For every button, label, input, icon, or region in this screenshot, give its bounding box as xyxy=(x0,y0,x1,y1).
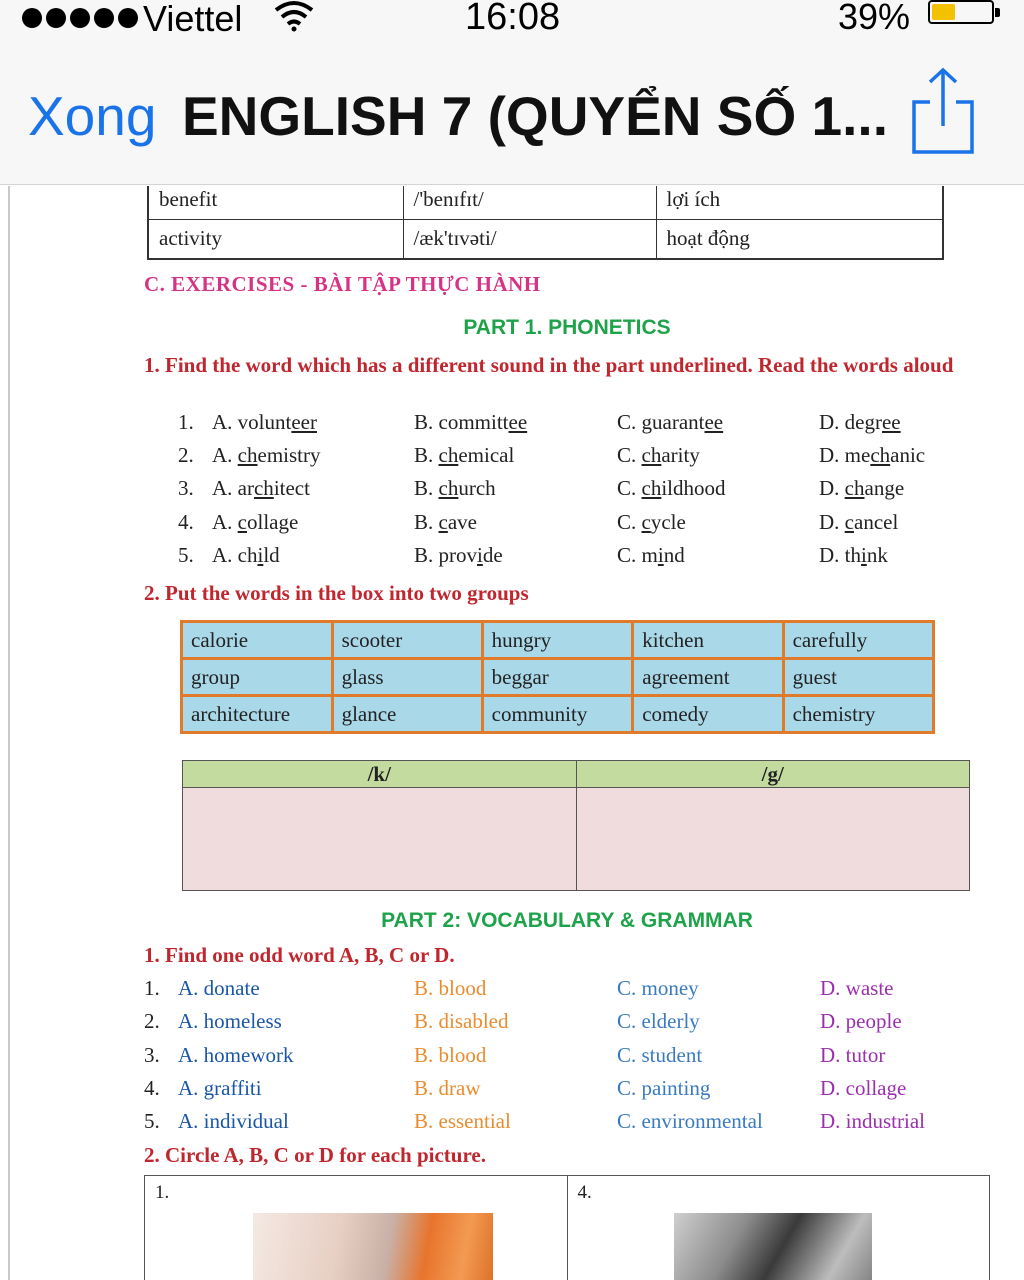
option-text: nk xyxy=(866,543,888,567)
option-d: D. tutor xyxy=(820,1043,886,1067)
underlined-part: eer xyxy=(291,410,317,434)
underlined-part: ch xyxy=(641,443,662,467)
underlined-part: i xyxy=(257,543,264,567)
option-c: C. money xyxy=(617,976,699,1000)
table-row xyxy=(148,219,943,259)
underlined-part: ee xyxy=(508,410,528,434)
option-text: ollage xyxy=(247,510,299,534)
page-edge xyxy=(8,186,10,1280)
underlined-part: ch xyxy=(253,476,274,500)
option-b: B. essential xyxy=(414,1109,511,1133)
underlined-part: ch xyxy=(438,476,459,500)
option-b: B. disabled xyxy=(414,1009,509,1033)
group-k-answer-cell xyxy=(183,788,577,891)
word-cell: architecture xyxy=(182,696,333,733)
battery-icon xyxy=(928,0,994,24)
question-number: 4. xyxy=(144,1076,160,1100)
picture-number: 4. xyxy=(577,1182,592,1203)
question-number: 4. xyxy=(178,510,194,534)
question-number: 1. xyxy=(144,976,160,1000)
picture-question-table xyxy=(144,1175,990,1280)
table-row xyxy=(183,788,970,891)
option-a xyxy=(212,443,321,468)
option-text: A. xyxy=(212,510,238,534)
option-text: ancel xyxy=(854,510,899,534)
navigation-bar xyxy=(0,44,1024,185)
underlined-part: ch xyxy=(870,443,891,467)
option-text: B. xyxy=(414,476,439,500)
underlined-part: c xyxy=(844,510,854,534)
option-text: C. guarant xyxy=(617,410,705,434)
wifi-icon xyxy=(272,0,316,32)
section-c-heading: C. EXERCISES - BÀI TẬP THỰC HÀNH xyxy=(144,272,541,296)
option-c xyxy=(617,543,685,568)
word-cell: hungry xyxy=(482,622,633,659)
option-text: urch xyxy=(458,476,496,500)
option-c: C. painting xyxy=(617,1076,711,1100)
option-d: D. collage xyxy=(820,1076,907,1100)
underlined-part: c xyxy=(641,510,651,534)
option-b xyxy=(414,543,503,568)
option-text: ave xyxy=(447,510,477,534)
option-text: ildhood xyxy=(661,476,726,500)
option-d xyxy=(819,543,888,568)
option-c: C. elderly xyxy=(617,1009,700,1033)
word-cell: chemistry xyxy=(783,696,933,733)
done-button[interactable]: Xong xyxy=(28,85,157,147)
word-cell: guest xyxy=(783,659,933,696)
option-text: emistry xyxy=(257,443,321,467)
option-text: C. xyxy=(617,443,642,467)
option-a: A. individual xyxy=(178,1109,289,1133)
question-number: 3. xyxy=(178,476,194,500)
picture-image xyxy=(253,1213,493,1280)
option-b xyxy=(414,410,527,435)
picture-cell xyxy=(567,1176,990,1280)
option-a: A. homeless xyxy=(178,1009,282,1033)
underlined-part: c xyxy=(438,510,448,534)
word-cell: kitchen xyxy=(633,622,783,659)
underlined-part: i xyxy=(861,543,867,567)
group-header-k: /k/ xyxy=(183,761,577,788)
task-instruction: 1. Find one odd word A, B, C or D. xyxy=(144,943,455,967)
option-a xyxy=(212,476,310,501)
option-text: C. xyxy=(617,510,642,534)
option-text: A. ch xyxy=(212,543,258,567)
option-text: anic xyxy=(890,443,926,467)
option-d xyxy=(819,476,904,501)
option-c: C. student xyxy=(617,1043,703,1067)
option-b: B. blood xyxy=(414,976,487,1000)
underlined-part: ch xyxy=(844,476,865,500)
option-text: ange xyxy=(864,476,905,500)
underlined-part: i xyxy=(477,543,483,567)
option-text: B. xyxy=(414,443,439,467)
underlined-part: ee xyxy=(704,410,724,434)
underlined-part: ch xyxy=(237,443,258,467)
word-cell: scooter xyxy=(332,622,482,659)
vocab-word: activity xyxy=(148,219,403,259)
option-text: C. xyxy=(617,476,642,500)
word-cell: glance xyxy=(332,696,482,733)
option-d xyxy=(819,510,898,535)
underlined-part: ee xyxy=(881,410,901,434)
task-instruction: 2. Circle A, B, C or D for each picture. xyxy=(144,1143,486,1167)
word-cell: agreement xyxy=(633,659,783,696)
option-text: B. prov xyxy=(414,543,477,567)
option-d xyxy=(819,443,925,468)
option-text: ycle xyxy=(650,510,686,534)
picture-image xyxy=(674,1213,872,1280)
question-number: 2. xyxy=(144,1009,160,1033)
option-text: D. th xyxy=(819,543,861,567)
vocab-meaning: hoạt động xyxy=(656,219,943,259)
word-cell: comedy xyxy=(633,696,783,733)
option-text: nd xyxy=(663,543,685,567)
option-text: A. xyxy=(212,443,238,467)
status-bar xyxy=(0,0,1024,44)
word-cell: community xyxy=(482,696,633,733)
option-text: B. xyxy=(414,510,439,534)
table-row xyxy=(145,1176,990,1280)
word-cell: beggar xyxy=(482,659,633,696)
group-header-g: /g/ xyxy=(576,761,970,788)
share-icon[interactable] xyxy=(908,66,978,156)
option-text: emical xyxy=(458,443,515,467)
option-text: D. xyxy=(819,476,845,500)
option-a xyxy=(212,410,317,435)
option-c xyxy=(617,410,723,435)
word-cell: calorie xyxy=(182,622,333,659)
option-text: D. degr xyxy=(819,410,882,434)
task-instruction: 2. Put the words in the box into two groups xyxy=(144,581,529,605)
option-d: D. industrial xyxy=(820,1109,925,1133)
underlined-part: c xyxy=(237,510,247,534)
question-number: 3. xyxy=(144,1043,160,1067)
question-number: 5. xyxy=(144,1109,160,1133)
option-b xyxy=(414,476,496,501)
table-row xyxy=(182,659,934,696)
option-c: C. environmental xyxy=(617,1109,763,1133)
option-a: A. donate xyxy=(178,976,260,1000)
option-text: A. volunt xyxy=(212,410,292,434)
cellular-signal-icon xyxy=(22,8,138,28)
word-cell: carefully xyxy=(783,622,933,659)
vocabulary-table xyxy=(147,186,944,260)
battery-level-fill xyxy=(932,4,955,20)
group-g-answer-cell xyxy=(576,788,970,891)
word-cell: group xyxy=(182,659,333,696)
clock: 16:08 xyxy=(465,0,561,38)
word-cell: glass xyxy=(332,659,482,696)
option-c xyxy=(617,476,726,501)
option-text: B. committ xyxy=(414,410,509,434)
option-text: D. xyxy=(819,510,845,534)
part2-heading: PART 2: VOCABULARY & GRAMMAR xyxy=(381,909,753,932)
underlined-part: ch xyxy=(438,443,459,467)
option-a: A. graffiti xyxy=(178,1076,262,1100)
picture-number: 1. xyxy=(155,1182,170,1203)
sound-group-table xyxy=(182,760,970,891)
option-c xyxy=(617,443,700,468)
underlined-part: i xyxy=(657,543,664,567)
task-instruction: 1. Find the word which has a different sound in the part underlined. Read the words aloud xyxy=(144,353,954,377)
underlined-part: ch xyxy=(641,476,662,500)
part1-heading: PART 1. PHONETICS xyxy=(463,316,671,339)
carrier-name: Viettel xyxy=(143,0,243,39)
option-text: arity xyxy=(661,443,700,467)
option-b xyxy=(414,443,514,468)
table-row xyxy=(182,622,934,659)
vocab-ipa: /æk'tɪvəti/ xyxy=(403,219,656,259)
document-page[interactable] xyxy=(0,186,1024,1280)
vocab-word: benefit xyxy=(148,186,403,219)
option-a: A. homework xyxy=(178,1043,294,1067)
option-b: B. draw xyxy=(414,1076,481,1100)
option-text: D. me xyxy=(819,443,871,467)
battery-percent: 39% xyxy=(838,0,911,37)
option-text: C. m xyxy=(617,543,658,567)
option-a xyxy=(212,510,298,535)
option-text: de xyxy=(482,543,503,567)
question-number: 1. xyxy=(178,410,194,434)
option-a xyxy=(212,543,280,568)
table-row xyxy=(182,696,934,733)
vocab-ipa: /'benɪfɪt/ xyxy=(403,186,656,219)
picture-cell xyxy=(145,1176,568,1280)
word-box-table xyxy=(180,620,935,734)
option-d: D. people xyxy=(820,1009,902,1033)
document-title: ENGLISH 7 (QUYỂN SỐ 1... xyxy=(182,85,888,147)
question-number: 5. xyxy=(178,543,194,567)
vocab-meaning: lợi ích xyxy=(656,186,943,219)
option-d xyxy=(819,410,901,435)
option-b: B. blood xyxy=(414,1043,487,1067)
question-number: 2. xyxy=(178,443,194,467)
option-d: D. waste xyxy=(820,976,894,1000)
option-text: A. ar xyxy=(212,476,254,500)
option-text: ld xyxy=(263,543,280,567)
option-c xyxy=(617,510,686,535)
option-b xyxy=(414,510,477,535)
table-row xyxy=(148,186,943,219)
table-row xyxy=(183,761,970,788)
option-text: itect xyxy=(273,476,310,500)
